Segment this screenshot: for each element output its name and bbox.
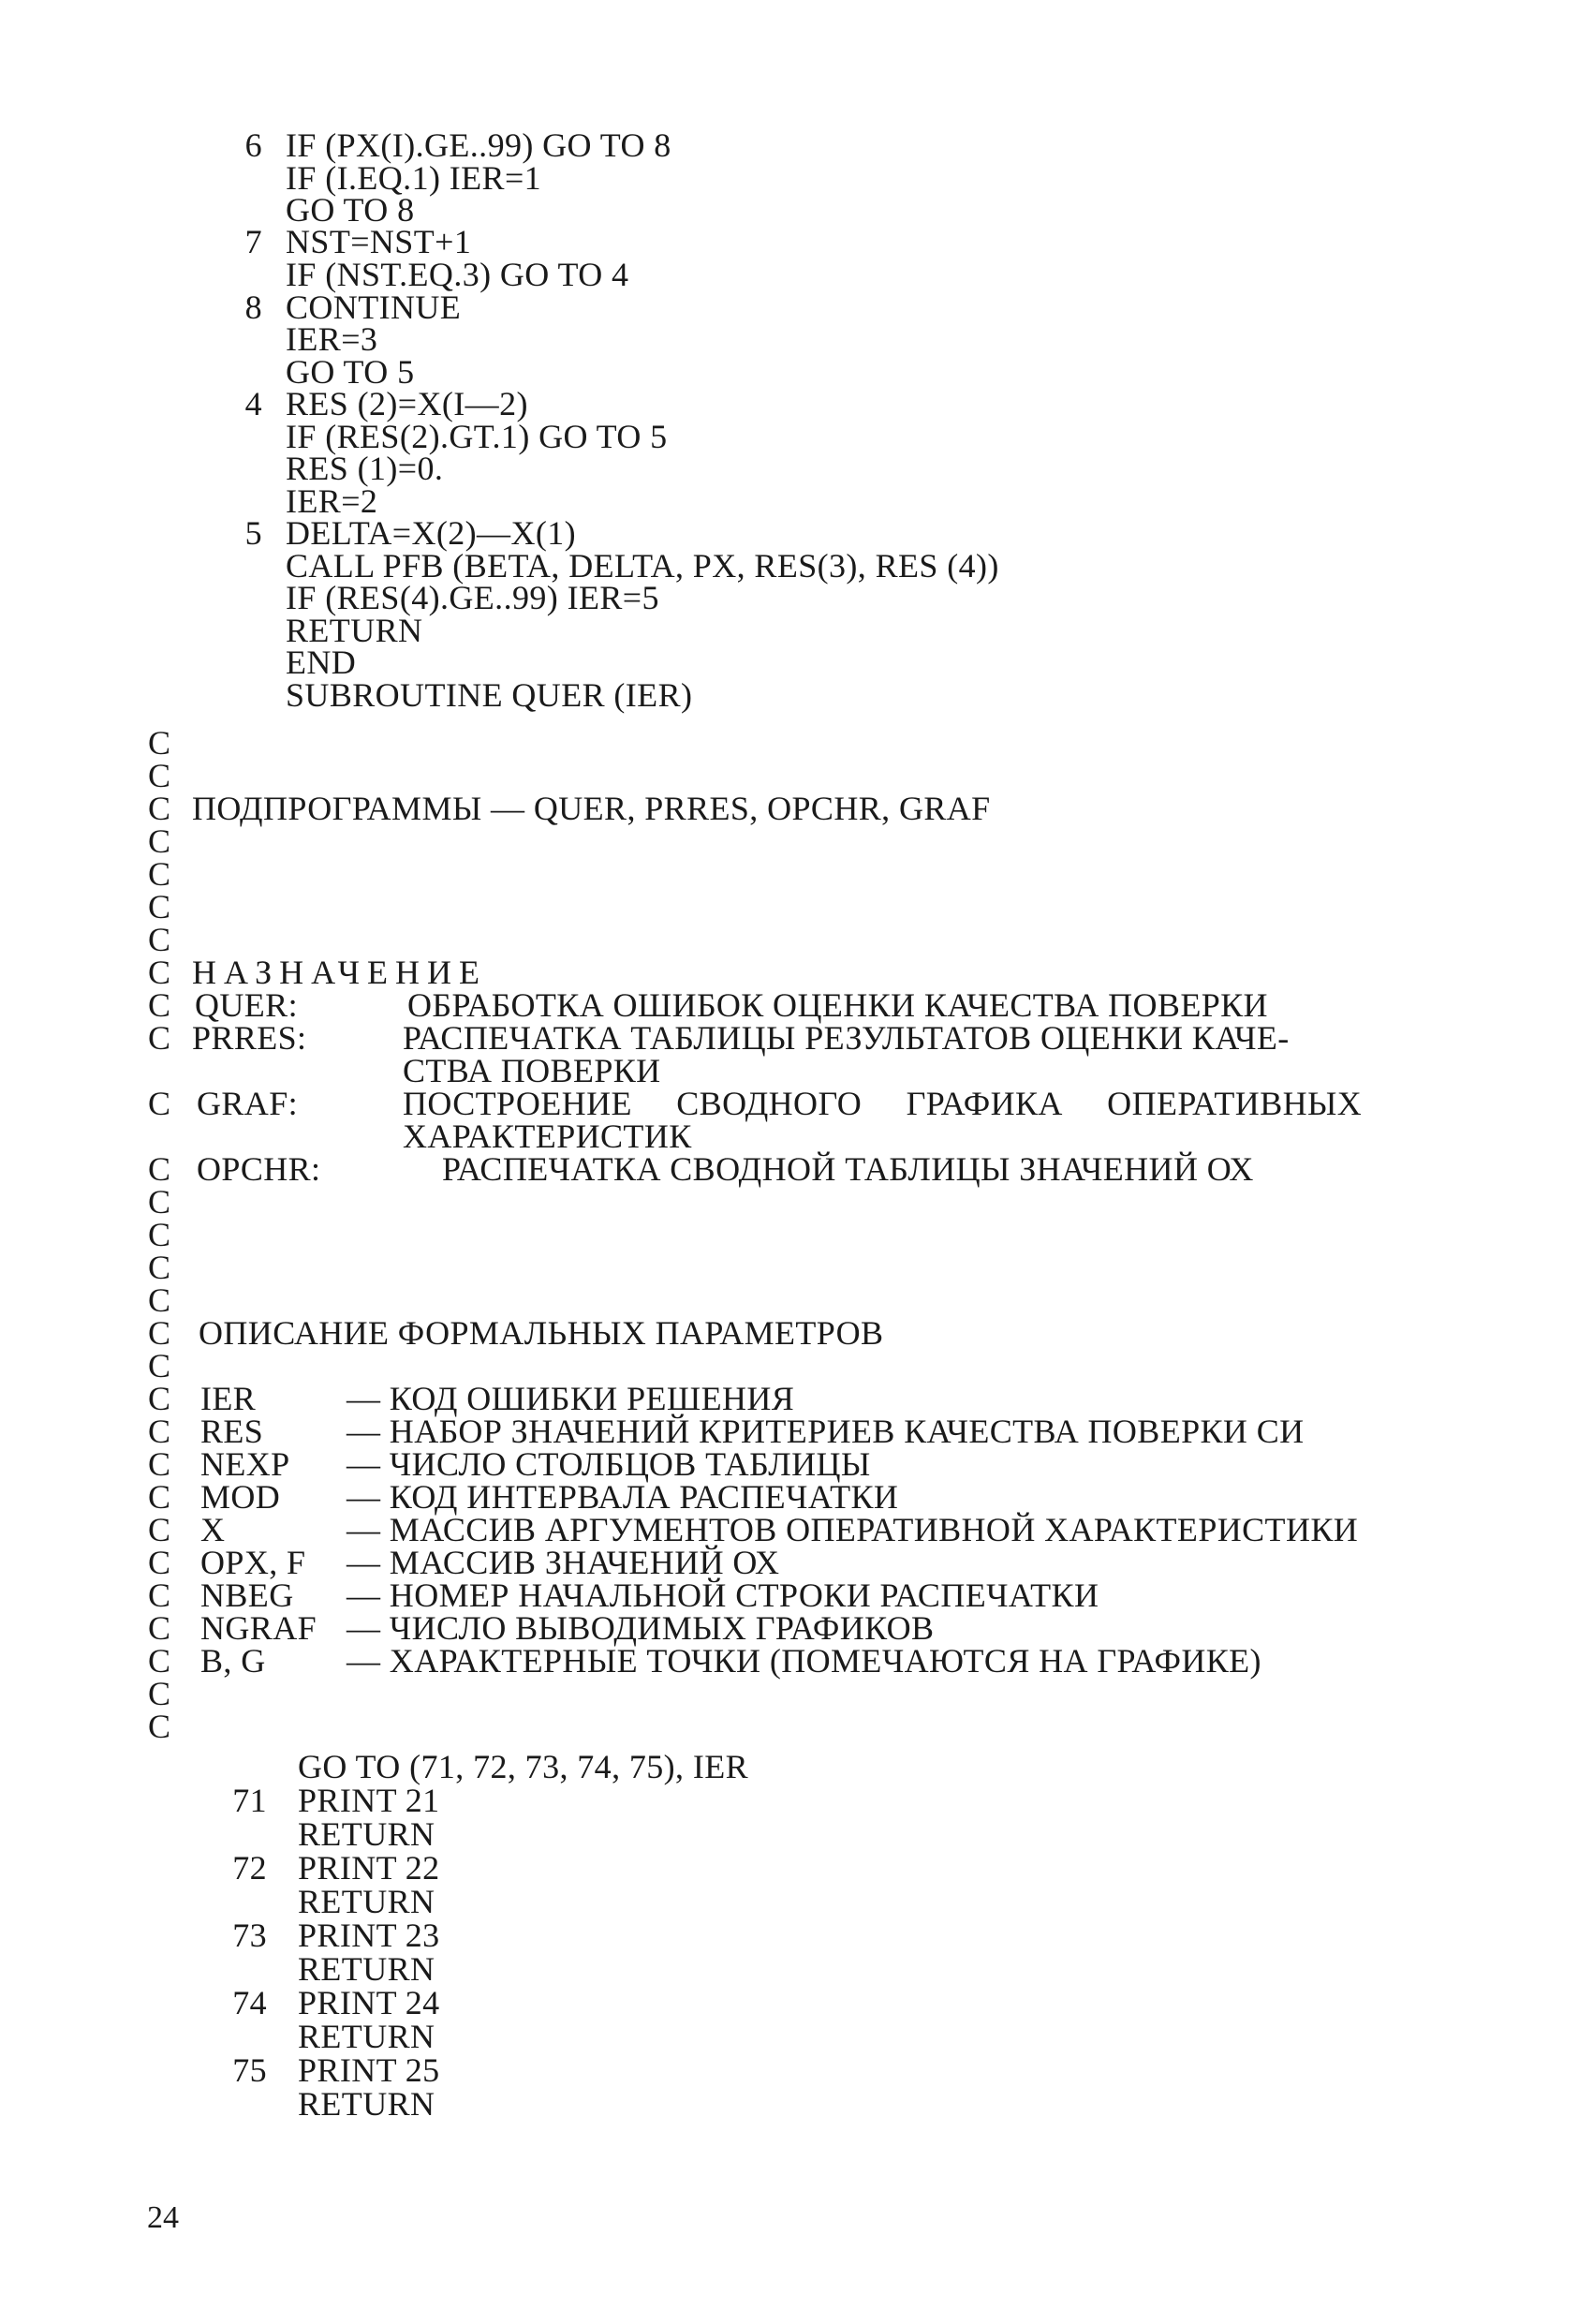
- param-desc: — ЧИСЛО СТОЛБЦОВ ТАБЛИЦЫ: [347, 1445, 871, 1483]
- param-name: OPX, F: [200, 1544, 306, 1581]
- param-desc: — МАССИВ АРГУМЕНТОВ ОПЕРАТИВНОЙ ХАРАКТЕРИСТИКИ: [347, 1511, 1359, 1548]
- comment-marker: C: [148, 855, 171, 893]
- code-text: IF (I.EQ.1) IER=1: [286, 159, 542, 197]
- statement-label: 7: [244, 223, 262, 260]
- statement-label: 8: [244, 289, 262, 326]
- comment-marker: C: [148, 1413, 171, 1450]
- purpose-header: НАЗНАЧЕНИЕ: [192, 954, 488, 991]
- code-text: PRINT 23: [298, 1917, 440, 1954]
- code-text: IER=3: [286, 320, 378, 358]
- comment-marker: C: [148, 1478, 171, 1516]
- comment-marker: C: [148, 724, 171, 762]
- code-text: IF (RES(2).GT.1) GO TO 5: [286, 418, 668, 455]
- comment-marker: C: [148, 757, 171, 794]
- code-text: PRINT 22: [298, 1849, 440, 1887]
- param-name: B, G: [200, 1642, 266, 1680]
- param-name: IER: [200, 1380, 257, 1417]
- code-text: IF (RES(4).GE..99) IER=5: [286, 579, 659, 616]
- param-name: NGRAF: [200, 1609, 317, 1647]
- purpose-text: СТВА ПОВЕРКИ: [403, 1052, 661, 1089]
- code-text: NST=NST+1: [286, 223, 472, 260]
- code-text: IER=2: [286, 482, 378, 520]
- purpose-label: PRRES:: [192, 1019, 307, 1057]
- comment-marker: C: [148, 888, 171, 925]
- comment-marker: C: [148, 1675, 171, 1712]
- comment-marker: C: [148, 1642, 171, 1680]
- code-text: PRINT 21: [298, 1782, 440, 1819]
- comment-marker: C: [148, 954, 171, 991]
- param-desc: — НАБОР ЗНАЧЕНИЙ КРИТЕРИЕВ КАЧЕСТВА ПОВЕРКИ СИ: [347, 1413, 1305, 1450]
- statement-label: 5: [244, 514, 262, 552]
- purpose-label: QUER:: [195, 986, 298, 1024]
- code-text: CALL PFB (BETA, DELTA, PX, RES(3), RES (4)): [286, 547, 999, 585]
- statement-label: 73: [232, 1917, 267, 1954]
- comment-marker: C: [148, 790, 171, 827]
- param-name: MOD: [200, 1478, 281, 1516]
- param-desc: — МАССИВ ЗНАЧЕНИЙ ОХ: [347, 1544, 780, 1581]
- purpose-text: РАСПЕЧАТКА ТАБЛИЦЫ РЕЗУЛЬТАТОВ ОЦЕНКИ КАЧЕ-: [403, 1019, 1290, 1057]
- code-text: RETURN: [286, 612, 423, 649]
- code-text: RETURN: [298, 1950, 435, 1988]
- statement-label: 4: [244, 385, 262, 422]
- comment-marker: C: [148, 1314, 171, 1352]
- param-desc: — НОМЕР НАЧАЛЬНОЙ СТРОКИ РАСПЕЧАТКИ: [347, 1576, 1099, 1614]
- comment-marker: C: [148, 1183, 171, 1221]
- comment-marker: C: [148, 921, 171, 958]
- purpose-label: OPCHR:: [197, 1150, 321, 1188]
- comment-marker: C: [148, 1544, 171, 1581]
- comment-marker: C: [148, 1281, 171, 1319]
- code-text: GO TO 8: [286, 191, 415, 229]
- params-header: ОПИСАНИЕ ФОРМАЛЬНЫХ ПАРАМЕТРОВ: [199, 1314, 884, 1352]
- code-text: END: [286, 644, 357, 681]
- comment-marker: C: [148, 1380, 171, 1417]
- comment-marker: C: [148, 1249, 171, 1286]
- statement-label: 74: [232, 1984, 267, 2021]
- comment-marker: C: [148, 1150, 171, 1188]
- param-desc: — ЧИСЛО ВЫВОДИМЫХ ГРАФИКОВ: [347, 1609, 935, 1647]
- comment-marker: C: [148, 1019, 171, 1057]
- comment-marker: C: [148, 1511, 171, 1548]
- purpose-text: РАСПЕЧАТКА СВОДНОЙ ТАБЛИЦЫ ЗНАЧЕНИЙ ОХ: [442, 1150, 1254, 1188]
- param-name: RES: [200, 1413, 264, 1450]
- code-text: CONTINUE: [286, 289, 462, 326]
- param-name: NBEG: [200, 1576, 294, 1614]
- purpose-label: GRAF:: [197, 1085, 299, 1122]
- purpose-text: ОБРАБОТКА ОШИБОК ОЦЕНКИ КАЧЕСТВА ПОВЕРКИ: [407, 986, 1268, 1024]
- statement-label: 75: [232, 2051, 267, 2089]
- code-text: RES (2)=X(I—2): [286, 385, 528, 422]
- param-name: NEXP: [200, 1445, 290, 1483]
- param-desc: — ХАРАКТЕРНЫЕ ТОЧКИ (ПОМЕЧАЮТСЯ НА ГРАФИКЕ): [347, 1642, 1261, 1680]
- code-text: GO TO 5: [286, 353, 415, 391]
- code-text: RETURN: [298, 2018, 435, 2055]
- code-text: SUBROUTINE QUER (IER): [286, 676, 693, 714]
- comment-marker: C: [148, 1445, 171, 1483]
- comment-marker: C: [148, 1216, 171, 1253]
- statement-label: 6: [244, 126, 262, 164]
- statement-label: 71: [232, 1782, 267, 1819]
- comment-marker: C: [148, 822, 171, 860]
- code-text: RETURN: [298, 1815, 435, 1853]
- comment-marker: C: [148, 1609, 171, 1647]
- comment-marker: C: [148, 1576, 171, 1614]
- statement-label: 72: [232, 1849, 267, 1887]
- comment-marker: C: [148, 1708, 171, 1745]
- param-desc: — КОД ОШИБКИ РЕШЕНИЯ: [347, 1380, 795, 1417]
- code-text: RETURN: [298, 1883, 435, 1920]
- subprograms-header: ПОДПРОГРАММЫ — QUER, PRRES, OPCHR, GRAF: [192, 790, 991, 827]
- code-text: DELTA=X(2)—X(1): [286, 514, 577, 552]
- comment-marker: C: [148, 986, 171, 1024]
- param-name: X: [200, 1511, 226, 1548]
- param-desc: — КОД ИНТЕРВАЛА РАСПЕЧАТКИ: [347, 1478, 899, 1516]
- comment-marker: C: [148, 1347, 171, 1384]
- code-text: RES (1)=0.: [286, 450, 444, 487]
- code-text: PRINT 25: [298, 2051, 440, 2089]
- purpose-text: ХАРАКТЕРИСТИК: [403, 1118, 692, 1155]
- comment-marker: C: [148, 1085, 171, 1122]
- code-text: GO TO (71, 72, 73, 74, 75), IER: [298, 1748, 749, 1785]
- page-number: 24: [147, 2200, 179, 2235]
- code-text: PRINT 24: [298, 1984, 440, 2021]
- purpose-text: ПОСТРОЕНИЕ СВОДНОГО ГРАФИКА ОПЕРАТИВНЫХ: [403, 1085, 1363, 1122]
- code-text: IF (PX(I).GE..99) GO TO 8: [286, 126, 671, 164]
- code-text: IF (NST.EQ.3) GO TO 4: [286, 256, 629, 293]
- code-text: RETURN: [298, 2085, 435, 2123]
